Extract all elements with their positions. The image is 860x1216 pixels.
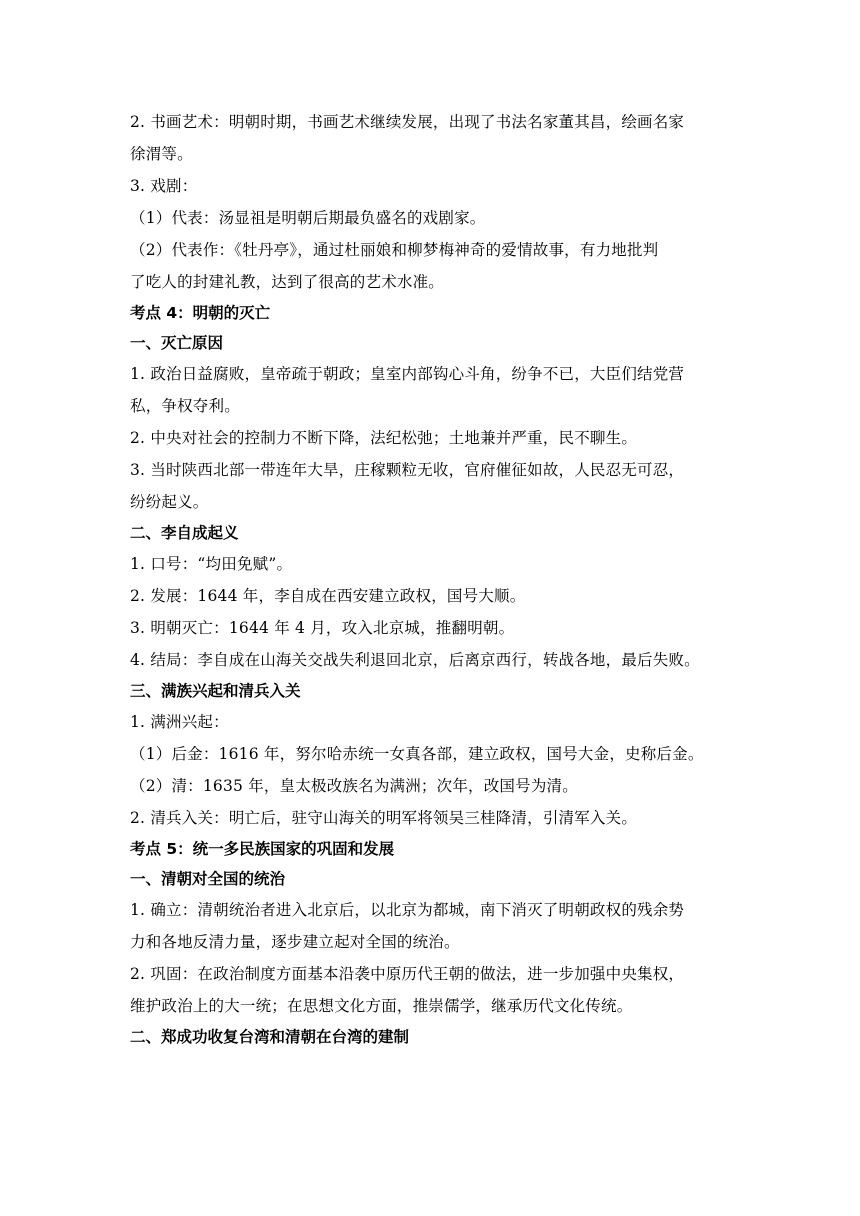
text-line: 2. 清兵入关：明亡后，驻守山海关的明军将领吴三桂降清，引清军入关。: [130, 809, 638, 827]
text-line: 2. 巩固：在政治制度方面基本沿袭中原历代王朝的做法，进一步加强中央集权，: [130, 965, 685, 983]
text-line: 3. 当时陕西北部一带连年大旱，庄稼颗粒无收，官府催征如故，人民忍无可忍，: [130, 461, 685, 479]
text-line: 3. 明朝灭亡：1644 年 4 月，攻入北京城，推翻明朝。: [130, 619, 515, 637]
text-line: （2）清：1635 年，皇太极改族名为满洲；次年，改国号为清。: [130, 777, 578, 795]
section-heading: 一、清朝对全国的统治: [130, 870, 286, 888]
text-line: 3. 戏剧：: [130, 177, 198, 195]
text-line: 了吃人的封建礼教，达到了很高的艺术水准。: [130, 273, 445, 291]
text-line: 1. 满洲兴起：: [130, 713, 229, 731]
text-line: 2. 书画艺术：明朝时期，书画艺术继续发展，出现了书法名家董其昌，绘画名家: [130, 113, 685, 131]
section-heading: 考点 4：明朝的灭亡: [130, 304, 271, 322]
section-heading: 三、满族兴起和清兵入关: [130, 682, 301, 700]
section-heading: 考点 5：统一多民族国家的巩固和发展: [130, 840, 395, 858]
section-heading: 二、郑成功收复台湾和清朝在台湾的建制: [130, 1028, 410, 1046]
text-line: 2. 发展：1644 年，李自成在西安建立政权，国号大顺。: [130, 587, 526, 605]
text-line: 私，争权夺利。: [130, 397, 240, 415]
document-page: [130, 106, 734, 1052]
text-line: 力和各地反清力量，逐步建立起对全国的统治。: [130, 933, 460, 951]
text-line: 纷纷起义。: [130, 493, 209, 511]
text-line: 4. 结局：李自成在山海关交战失利退回北京，后离京西行，转战各地，最后失败。: [130, 651, 700, 669]
text-line: 1. 确立：清朝统治者进入北京后，以北京为都城，南下消灭了明朝政权的残余势: [130, 901, 685, 919]
text-line: （1）代表：汤显祖是明朝后期最负盛名的戏剧家。: [130, 209, 486, 227]
text-line: 1. 口号：“均田免赋”。: [130, 555, 293, 573]
text-line: （2）代表作：《牡丹亭》，通过杜丽娘和柳梦梅神奇的爱情故事，有力地批判: [130, 241, 659, 259]
text-line: （1）后金：1616 年，努尔哈赤统一女真各部，建立政权，国号大金，史称后金。: [130, 745, 704, 763]
section-heading: 一、灭亡原因: [130, 334, 224, 352]
section-heading: 二、李自成起义: [130, 524, 239, 542]
text-line: 维护政治上的大一统；在思想文化方面，推崇儒学，继承历代文化传统。: [130, 997, 633, 1015]
text-line: 1. 政治日益腐败，皇帝疏于朝政；皇室内部钩心斗角，纷争不已，大臣们结党营: [130, 365, 685, 383]
text-line: 徐渭等。: [130, 145, 193, 163]
text-line: 2. 中央对社会的控制力不断下降，法纪松弛；土地兼并严重，民不聊生。: [130, 429, 638, 447]
